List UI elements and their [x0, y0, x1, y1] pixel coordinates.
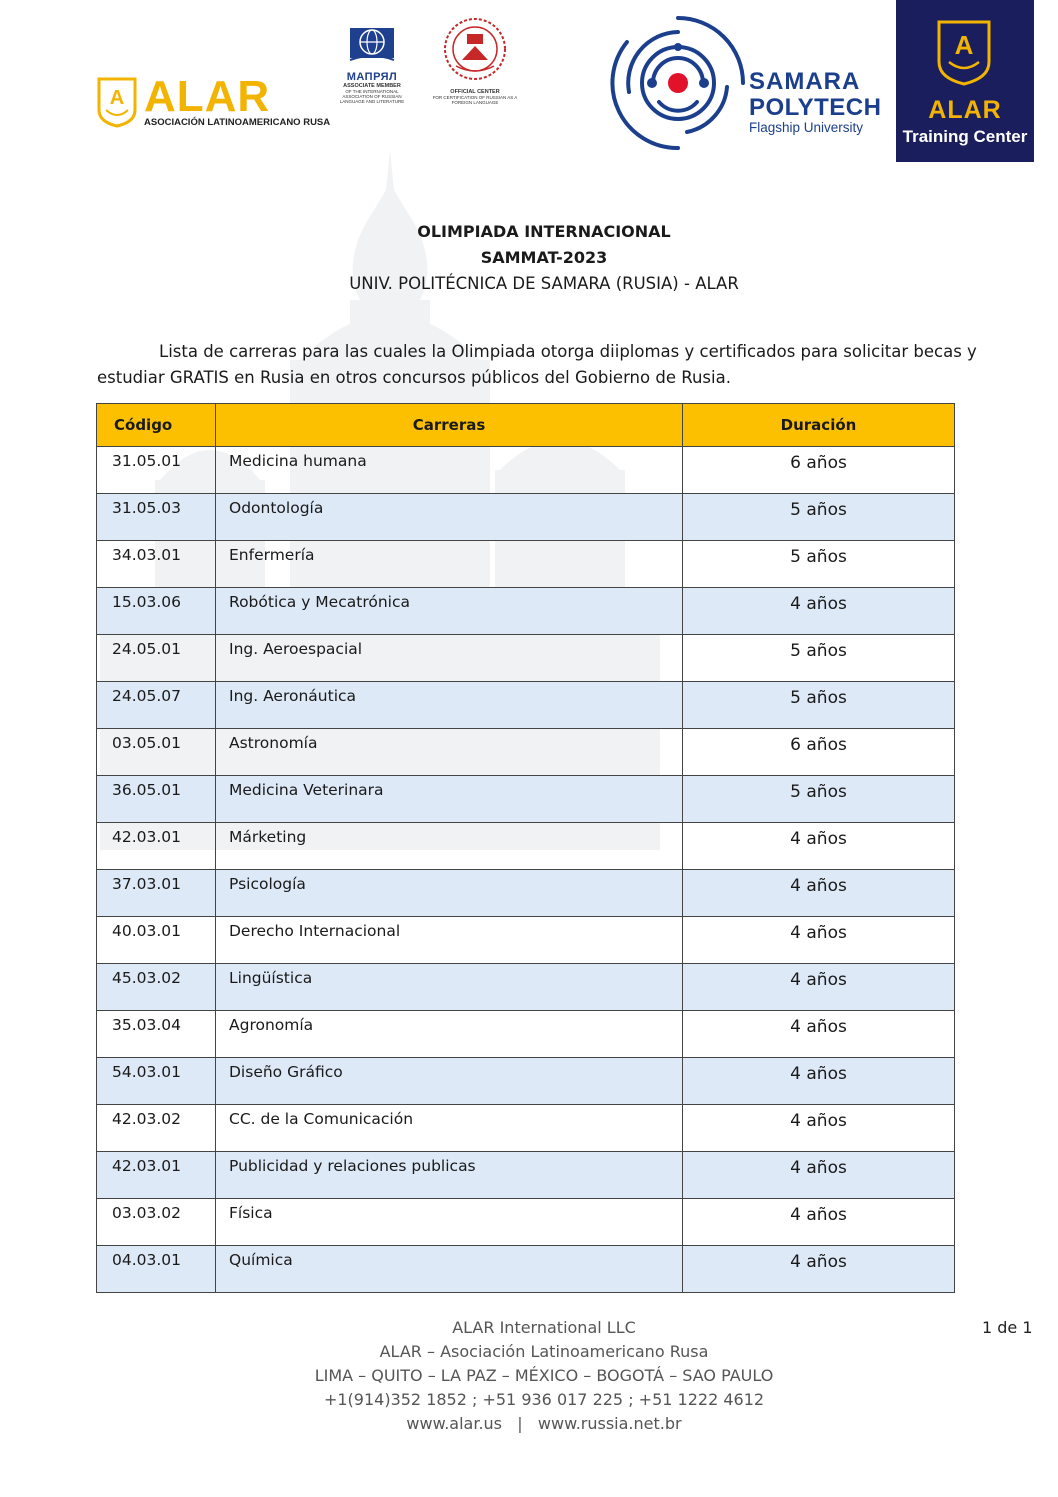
cell-code: 36.05.01 [97, 776, 216, 823]
footer-websites: www.alar.us | www.russia.net.br [406, 1414, 682, 1433]
cell-duration: 4 años [683, 823, 955, 870]
header-duration: Duración [683, 404, 955, 447]
samara-line2: POLYTECH [749, 94, 882, 121]
header-code: Código [97, 404, 216, 447]
table-row [97, 447, 955, 494]
cell-duration: 4 años [683, 1246, 955, 1293]
alar-emblem-icon [96, 76, 138, 128]
careers-table [96, 403, 955, 1293]
cell-career: CC. de la Comunicación [216, 1105, 683, 1152]
cell-career: Odontología [216, 494, 683, 541]
cell-career: Derecho Internacional [216, 917, 683, 964]
intro-paragraph: Lista de carreras para las cuales la Olimpiada otorga diiplomas y certificados para solicitar becas y estudiar GRATIS en Rusia en otros concursos públicos del Gobierno de Rusia. [97, 341, 977, 387]
table-row [97, 1011, 955, 1058]
table-row [97, 1152, 955, 1199]
training-wordmark: ALAR [928, 96, 1002, 124]
document-subtitle: SAMMAT-2023 [480, 248, 608, 267]
cell-career: Ing. Aeroespacial [216, 635, 683, 682]
cell-career: Agronomía [216, 1011, 683, 1058]
cell-code: 03.03.02 [97, 1199, 216, 1246]
cell-career: Medicina humana [216, 447, 683, 494]
table-row [97, 1246, 955, 1293]
svg-text:A: A [954, 30, 974, 60]
cell-career: Enfermería [216, 541, 683, 588]
table-row [97, 682, 955, 729]
table-row [97, 494, 955, 541]
seal-icon [442, 16, 508, 82]
table-row [97, 964, 955, 1011]
footer-phones: +1(914)352 1852 ; +51 936 017 225 ; +51 1222 4612 [323, 1390, 765, 1409]
cell-career: Publicidad y relaciones publicas [216, 1152, 683, 1199]
table-row [97, 1058, 955, 1105]
cell-code: 54.03.01 [97, 1058, 216, 1105]
cell-code: 04.03.01 [97, 1246, 216, 1293]
cell-duration: 4 años [683, 917, 955, 964]
cell-code: 31.05.01 [97, 447, 216, 494]
cell-code: 24.05.07 [97, 682, 216, 729]
mapryal-logo [337, 24, 407, 112]
cell-duration: 4 años [683, 1011, 955, 1058]
cell-code: 03.05.01 [97, 729, 216, 776]
cell-code: 42.03.02 [97, 1105, 216, 1152]
globe-book-icon [349, 24, 395, 64]
cell-duration: 6 años [683, 447, 955, 494]
table-row [97, 635, 955, 682]
cell-code: 31.05.03 [97, 494, 216, 541]
samara-line1: SAMARA [749, 68, 861, 95]
table-row [97, 1199, 955, 1246]
cell-duration: 6 años [683, 729, 955, 776]
cell-career: Psicología [216, 870, 683, 917]
cell-duration: 5 años [683, 635, 955, 682]
cell-duration: 4 años [683, 588, 955, 635]
cell-code: 45.03.02 [97, 964, 216, 1011]
samara-polytech-logo [607, 12, 882, 154]
cell-code: 42.03.01 [97, 1152, 216, 1199]
cell-duration: 4 años [683, 870, 955, 917]
footer-cities: LIMA – QUITO – LA PAZ – MÉXICO – BOGOTÁ – SAO PAULO [314, 1366, 774, 1385]
cell-duration: 5 años [683, 541, 955, 588]
document-title: OLIMPIADA INTERNACIONAL [417, 222, 671, 241]
table-row [97, 1105, 955, 1152]
footer-company: ALAR International LLC [452, 1318, 636, 1337]
alar-training-center-logo [896, 0, 1034, 162]
document-institution: UNIV. POLITÉCNICA DE SAMARA (RUSIA) - ALAR [349, 274, 739, 293]
official-line1: OFFICIAL CENTER [450, 89, 500, 95]
table-row [97, 870, 955, 917]
table-row [97, 588, 955, 635]
mapryal-line2: OF THE INTERNATIONAL ASSOCIATION OF RUSSIAN LANGUAGE AND LITERATURE [339, 89, 405, 104]
cell-career: Márketing [216, 823, 683, 870]
cell-code: 24.05.01 [97, 635, 216, 682]
alar-wordmark: ALAR [144, 72, 271, 121]
cell-duration: 4 años [683, 1105, 955, 1152]
svg-text:A: A [109, 87, 125, 109]
table-header-row [97, 404, 955, 447]
cell-code: 35.03.04 [97, 1011, 216, 1058]
orbit-atom-icon [607, 12, 749, 154]
cell-duration: 4 años [683, 1199, 955, 1246]
table-row [97, 776, 955, 823]
header-career: Carreras [216, 404, 683, 447]
cell-code: 34.03.01 [97, 541, 216, 588]
cell-career: Astronomía [216, 729, 683, 776]
samara-line3: Flagship University [749, 120, 864, 135]
table-row [97, 823, 955, 870]
cell-career: Química [216, 1246, 683, 1293]
alar-association-logo [96, 72, 331, 130]
cell-duration: 4 años [683, 1058, 955, 1105]
cell-career: Ing. Aeronáutica [216, 682, 683, 729]
mapryal-name: МАПРЯЛ [346, 71, 398, 83]
cell-duration: 5 años [683, 776, 955, 823]
cell-code: 15.03.06 [97, 588, 216, 635]
alar-subtitle: ASOCIACIÓN LATINOAMERICANO RUSA [144, 117, 331, 128]
cell-career: Medicina Veterinara [216, 776, 683, 823]
footer-association: ALAR – Asociación Latinoamericano Rusa [379, 1342, 709, 1361]
cell-duration: 5 años [683, 494, 955, 541]
cell-duration: 4 años [683, 1152, 955, 1199]
cell-code: 42.03.01 [97, 823, 216, 870]
page-number: 1 de 1 [982, 1318, 1033, 1337]
mapryal-line1: ASSOCIATE MEMBER [343, 83, 401, 89]
cell-duration: 5 años [683, 682, 955, 729]
training-emblem-icon [935, 18, 993, 86]
table-row [97, 729, 955, 776]
table-row [97, 917, 955, 964]
official-center-seal [432, 16, 518, 110]
official-line2: FOR CERTIFICATION OF RUSSIAN AS A FOREIGN LANGUAGE [432, 95, 518, 105]
cell-career: Lingüística [216, 964, 683, 1011]
cell-duration: 4 años [683, 964, 955, 1011]
cell-career: Robótica y Mecatrónica [216, 588, 683, 635]
cell-career: Diseño Gráfico [216, 1058, 683, 1105]
cell-code: 37.03.01 [97, 870, 216, 917]
cell-code: 40.03.01 [97, 917, 216, 964]
table-row [97, 541, 955, 588]
cell-career: Física [216, 1199, 683, 1246]
training-subtitle: Training Center [902, 127, 1028, 146]
